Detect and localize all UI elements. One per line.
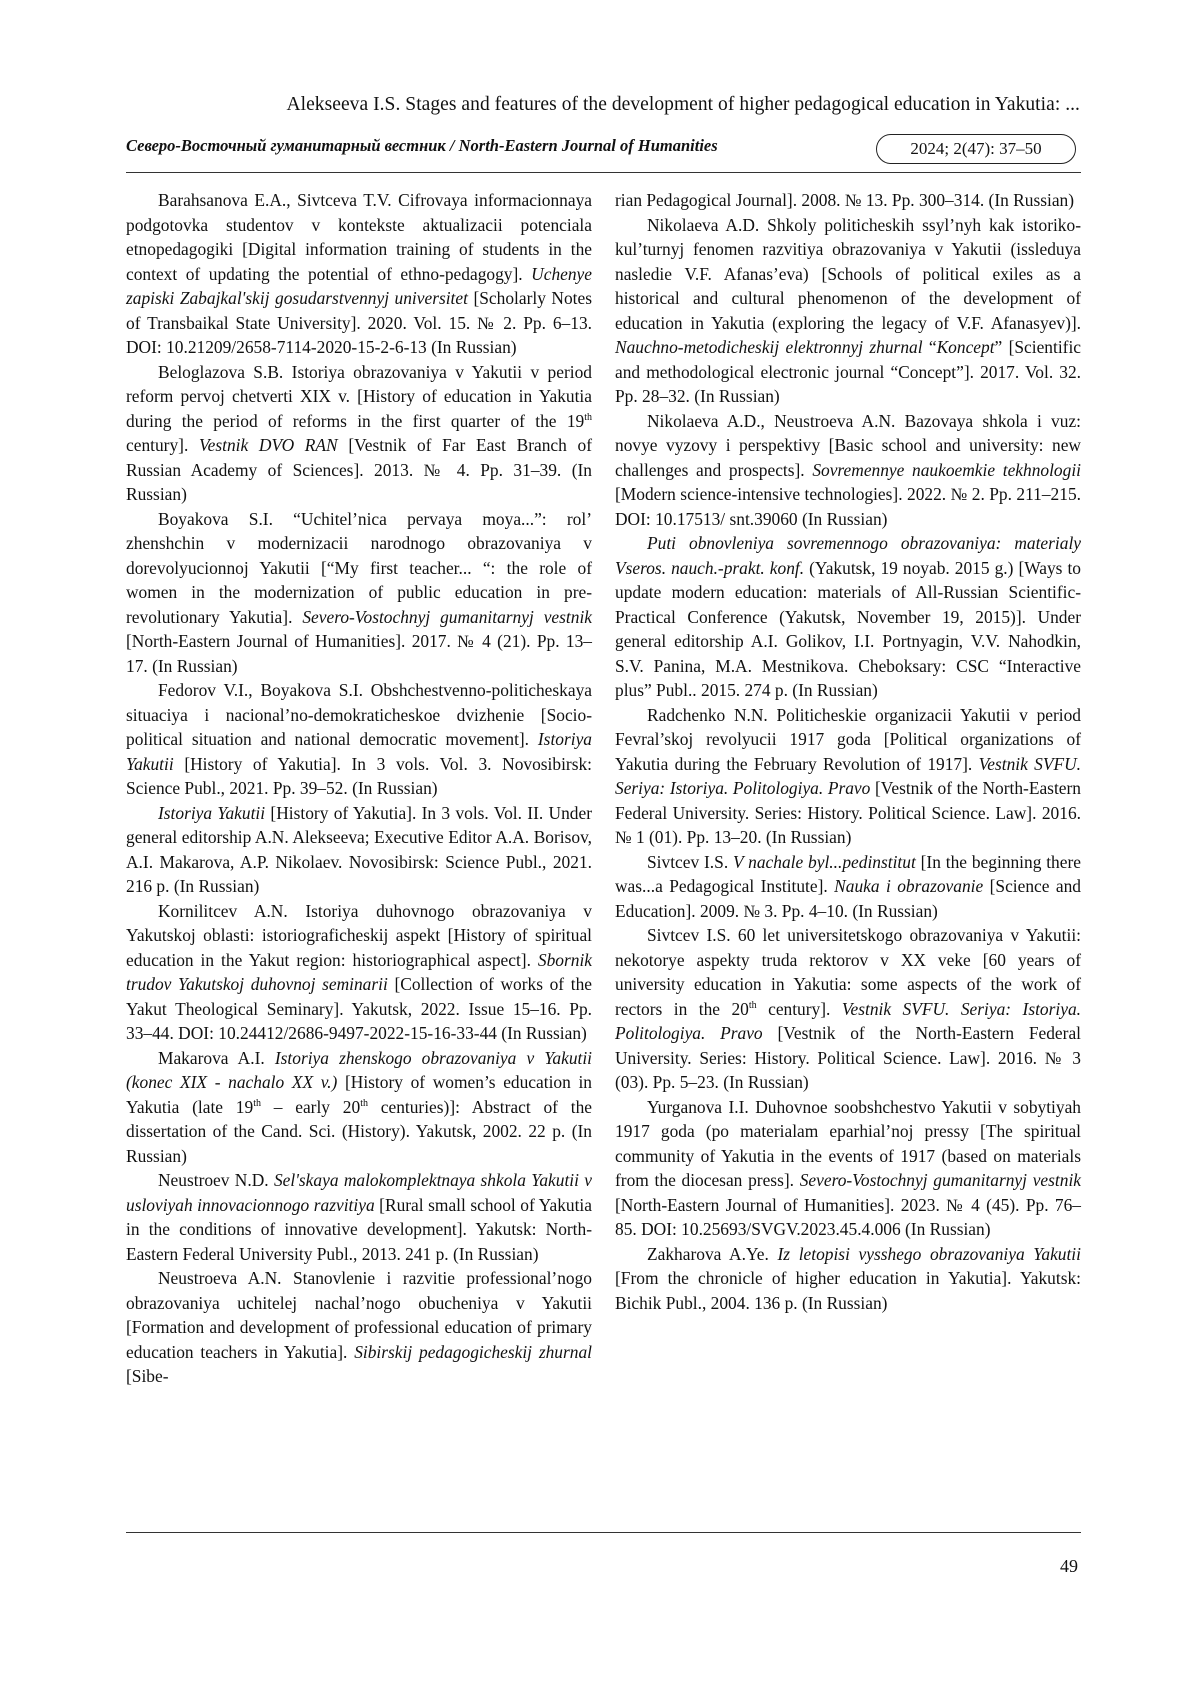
- reference-entry: [126, 899, 592, 1046]
- footer-rule: [126, 1532, 1081, 1533]
- reference-text: [In the beginning there was...a Pedagogical Institute].: [615, 851, 1081, 896]
- reference-entry: [615, 923, 1081, 1095]
- reference-entry: [615, 188, 1081, 213]
- italic-title: Istoriya Yakutii: [126, 729, 592, 774]
- reference-text: [Vestnik of the North-Eastern Federal University. Series: History. Political Science. Law]. 2016. № 1 (01). Pp. 13–20. (In Russian): [615, 778, 1081, 847]
- reference-text: [From the chronicle of higher education in Yakutia]. Yakutsk: Bichik Publ., 2004. 136 p. (In Russian): [615, 1268, 1081, 1313]
- reference-text: [Science and Education]. 2009. № 3. Pp. 4–10. (In Russian): [615, 876, 1081, 921]
- running-title: Alekseeva I.S. Stages and features of the development of higher pedagogical education in Yakutia: ...: [286, 94, 1080, 115]
- superscript: th: [584, 411, 592, 423]
- reference-text: Makarova A.I.: [158, 1047, 275, 1068]
- reference-text: [History of Yakutia]. In 3 vols. Vol. 3. Novosibirsk: Science Publ., 2021. Pp. 39–52. (In Russian): [126, 753, 592, 798]
- reference-entry: [615, 850, 1081, 924]
- reference-entry: [615, 213, 1081, 409]
- reference-text: [History of women’s education in Yakutia (late 19: [126, 1072, 592, 1117]
- reference-text: century].: [756, 998, 842, 1019]
- journal-title: Северо-Восточный гуманитарный вестник / North-Eastern Journal of Humanities: [126, 136, 718, 155]
- reference-entry: [126, 1046, 592, 1169]
- italic-title: Nauchno-metodicheskij elektronnyj zhurnal: [615, 337, 923, 357]
- reference-text: Sivtcev I.S. 60 let universitetskogo obrazovaniya v Yakutii: nekotorye aspekty truda rektorov v XX veke [60 years of university education in Yakutia: some aspects of the work of rectors in the 20: [615, 925, 1081, 1019]
- italic-title: Nauka i obrazovanie: [834, 876, 984, 896]
- reference-text: ” [Scientific and methodological electronic journal “Concept”]. 2017. Vol. 32. Pp. 28–32. (In Russian): [615, 337, 1082, 406]
- reference-text: Yurganova I.I. Duhovnoe soobshchestvo Yakutii v sobytiyah 1917 goda (po materialam eparhial’noj pressy [The spiritual community of Yakutia in the events of 1917 (based on materials from the diocesan press].: [615, 1096, 1081, 1190]
- reference-entry: [126, 188, 592, 360]
- reference-entry: [126, 801, 592, 899]
- reference-text: [Rural small school of Yakutia in the conditions of innovative development]. Yakutsk: North-Eastern Federal University Publ., 2013. 241 p. (In Russian): [126, 1194, 592, 1264]
- reference-entry: [126, 360, 592, 507]
- reference-text: [Vestnik of Far East Branch of Russian Academy of Sciences]. 2013. № 4. Pp. 31–39. (In Russian): [126, 435, 592, 504]
- reference-text: [North-Eastern Journal of Humanities]. 2023. № 4 (45). Pp. 76–85. DOI: 10.25693/SVGV.2023.45.4.006 (In Russian): [615, 1194, 1081, 1239]
- italic-title: Sibirskij pedagogicheskij zhurnal: [354, 1341, 592, 1362]
- superscript: th: [360, 1097, 368, 1109]
- italic-title: Vestnik SVFU. Seriya: Istoriya. Politologiya. Pravo: [615, 998, 1081, 1043]
- italic-title: Sbornik trudov Yakutskoj duhovnoj seminarii: [126, 949, 592, 994]
- reference-text: (Yakutsk, 19 noyab. 2015 g.) [Ways to update modern education: materials of All-Russian Scientific-Practical Conference (Yakutsk, November 19, 2015)]. Under general editorship A.I. Golikov, I.I. Portnyagin, V.V. Nahodkin, S.V. Panina, M.A. Mestnikova. Cheboksary: CSC “Interactive plus” Publ.. 2015. 274 p. (In Russian): [615, 557, 1081, 700]
- italic-title: Iz letopisi vysshego obrazovaniya Yakutii: [777, 1243, 1081, 1264]
- reference-text: Fedorov V.I., Boyakova S.I. Obshchestvenno-politicheskaya situaciya i nacional’no-demokraticheskoe dvizhenie [Socio-political situation and national democratic movement].: [126, 680, 592, 749]
- italic-title: Uchenye zapiski Zabajkal'skij gosudarstvennyj universitet: [126, 263, 592, 308]
- reference-entry: [126, 678, 592, 801]
- reference-entry: [615, 1242, 1081, 1316]
- italic-title: Severo-Vostochnyj gumanitarnyj vestnik: [799, 1170, 1081, 1190]
- references-right-column: [615, 188, 1081, 1315]
- reference-text: Beloglazova S.B. Istoriya obrazovaniya v Yakutii v period reform pervoj chetverti XIX v. [History of education in Yakutia during the period of reforms in the first quarter of the 19: [126, 361, 592, 431]
- references-left-column: [126, 188, 592, 1389]
- reference-entry: [615, 703, 1081, 850]
- reference-text: Zakharova A.Ye.: [647, 1243, 778, 1264]
- italic-title: Vestnik SVFU. Seriya: Istoriya. Politologiya. Pravo: [615, 753, 1081, 798]
- reference-entry: [126, 507, 592, 679]
- reference-text: “: [922, 337, 937, 357]
- reference-entry: [615, 531, 1081, 703]
- reference-text: Kornilitcev A.N. Istoriya duhovnogo obrazovaniya v Yakutskoj oblasti: istoriograficheskij aspekt [History of spiritual education in the Yakut region: historiographical aspect].: [126, 900, 592, 970]
- reference-text: [Scholarly Notes of Transbaikal State University]. 2020. Vol. 15. № 2. Pp. 6–13. DOI: 10.21209/2658-7114-2020-15-2-6-13 (In Russian): [126, 288, 592, 357]
- reference-entry: [615, 1095, 1081, 1242]
- reference-text: [Collection of works of the Yakut Theological Seminary]. Yakutsk, 2022. Issue 15–16. Pp. 33–44. DOI: 10.24412/2686-9497-2022-15-16-33-44 (In Russian): [126, 974, 592, 1043]
- superscript: th: [253, 1097, 261, 1109]
- reference-text: Radchenko N.N. Politicheskie organizacii Yakutii v period Fevral’skoj revolyucii 1917 goda [Political organizations of Yakutia during the February Revolution of 1917].: [615, 704, 1081, 774]
- reference-text: Boyakova S.I. “Uchitel’nica pervaya moya...”: rol’ zhenshchin v modernizacii narodnogo obrazovaniya v dorevolyucionnoj Yakutii [“My first teacher... “: the role of women in the modernization of public education in pre-revolutionary Yakutia].: [126, 508, 592, 627]
- reference-text: Sivtcev I.S.: [647, 851, 734, 872]
- reference-text: Barahsanova E.A., Sivtceva T.V. Cifrovaya informacionnaya podgotovka studentov v kontekste aktualizacii potenciala etnopedagogiki [Digital information training of students in the context of updating the potential of ethno-pedagogy].: [126, 190, 592, 284]
- italic-title: Istoriya Yakutii: [158, 802, 266, 823]
- reference-text: [History of Yakutia]. In 3 vols. Vol. II. Under general editorship A.N. Alekseeva; Executive Editor A.A. Borisov, A.I. Makarova, A.P. Nikolaev. Novosibirsk: Science Publ., 2021. 216 p. (In Russian): [126, 802, 592, 896]
- page-number: 49: [1060, 1556, 1078, 1576]
- italic-title: Vestnik DVO RAN: [198, 435, 338, 455]
- reference-text: [North-Eastern Journal of Humanities]. 2017. № 4 (21). Pp. 13–17. (In Russian): [126, 631, 592, 676]
- italic-title: Severo-Vostochnyj gumanitarnyj vestnik: [302, 606, 592, 627]
- reference-entry: [126, 1168, 592, 1266]
- reference-text: century].: [126, 435, 199, 455]
- header-rule: [126, 172, 1081, 173]
- italic-title: Sel'skaya malokomplektnaya shkola Yakutii v usloviyah innovacionnogo razvitiya: [126, 1170, 592, 1215]
- reference-text: [Sibe-: [126, 1366, 169, 1386]
- italic-title: V nachale byl...pedinstitut: [733, 851, 916, 872]
- reference-text: Neustroeva A.N. Stanovlenie i razvitie professional’nogo obrazovaniya uchitelej nachal’nogo obucheniya v Yakutii [Formation and development of professional education of primary education teachers in Yakutia].: [126, 1268, 592, 1362]
- reference-text: [Modern science-intensive technologies]. 2022. № 2. Pp. 211–215. DOI: 10.17513/ snt.39060 (In Russian): [615, 484, 1081, 529]
- reference-text: centuries)]: Abstract of the dissertation of the Cand. Sci. (History). Yakutsk, 2002. 22 p. (In Russian): [126, 1096, 593, 1166]
- reference-text: rian Pedagogical Journal]. 2008. № 13. Pp. 300–314. (In Russian): [615, 190, 1075, 210]
- reference-entry: [126, 1266, 592, 1389]
- italic-title: Istoriya zhenskogo obrazovaniya v Yakutii (konec XIX - nachalo XX v.): [126, 1047, 593, 1092]
- italic-title: Sovremennye naukoemkie tekhnologii: [812, 459, 1081, 480]
- reference-text: – early 20: [260, 1096, 361, 1117]
- reference-text: [Vestnik of the North-Eastern Federal University. Series: History. Political Science. Law]. 2016. № 3 (03). Pp. 5–23. (In Russian): [615, 1023, 1081, 1092]
- reference-text: Nikolaeva A.D., Neustroeva A.N. Bazovaya shkola i vuz: novye vyzovy i perspektivy [Basic school and university: new challenges and prospects].: [615, 410, 1081, 480]
- issue-badge: 2024; 2(47): 37–50: [876, 134, 1076, 164]
- reference-text: Neustroev N.D.: [158, 1170, 274, 1190]
- reference-entry: [615, 409, 1081, 532]
- italic-title: Puti obnovleniya sovremennogo obrazovaniya: materialy Vseros. nauch.-prakt. konf.: [615, 533, 1081, 578]
- superscript: th: [748, 999, 757, 1011]
- italic-title: Koncept: [936, 337, 995, 357]
- reference-text: Nikolaeva A.D. Shkoly politicheskih ssyl’nyh kak istoriko-kul’turnyj fenomen razvitiya obrazovaniya v Yakutii (issleduya nasledie V.F. Afanas’eva) [Schools of political exiles as a historical and cultural phenomenon of the development of education in Yakutia (exploring the legacy of V.F. Afanasyev)].: [615, 214, 1081, 333]
